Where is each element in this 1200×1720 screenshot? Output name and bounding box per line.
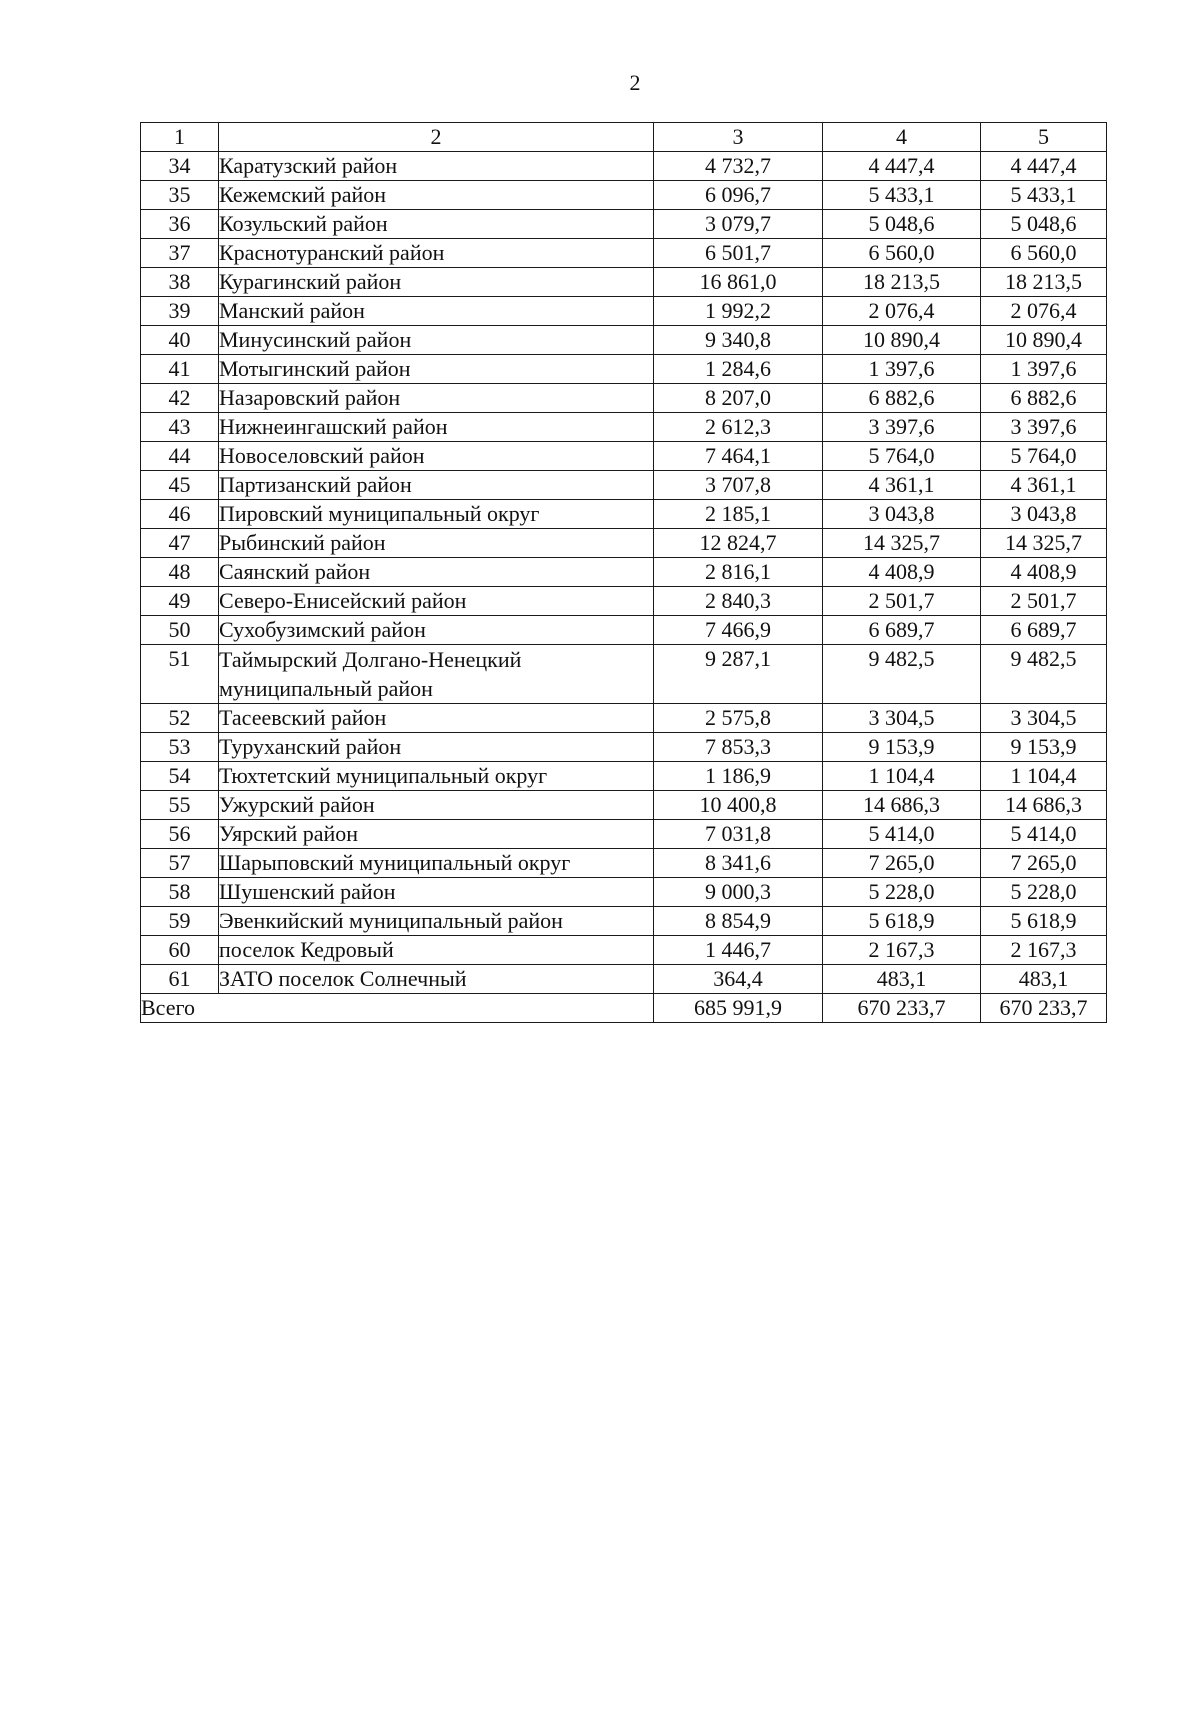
- value-col4-cell: 6 689,7: [823, 616, 981, 645]
- table-row: [141, 297, 1107, 326]
- value-col5-cell: 5 228,0: [981, 878, 1107, 907]
- row-number-cell: 35: [141, 181, 219, 210]
- value-col5-cell: 5 048,6: [981, 210, 1107, 239]
- municipality-name-cell: Курагинский район: [219, 268, 654, 297]
- row-number-cell: 52: [141, 704, 219, 733]
- municipality-name-cell: Тасеевский район: [219, 704, 654, 733]
- row-number-cell: 37: [141, 239, 219, 268]
- table-row: [141, 878, 1107, 907]
- municipality-name-cell: Нижнеингашский район: [219, 413, 654, 442]
- header-row: [141, 123, 1107, 152]
- row-number-cell: 48: [141, 558, 219, 587]
- row-number-cell: 56: [141, 820, 219, 849]
- value-col4-cell: 18 213,5: [823, 268, 981, 297]
- value-col5-cell: 4 447,4: [981, 152, 1107, 181]
- value-col5-cell: 9 482,5: [981, 645, 1107, 704]
- table-row: [141, 936, 1107, 965]
- total-row: [141, 994, 1107, 1023]
- municipality-name-cell: Минусинский район: [219, 326, 654, 355]
- value-col3-cell: 1 446,7: [654, 936, 823, 965]
- municipality-name-cell: Каратузский район: [219, 152, 654, 181]
- allocation-table: [140, 122, 1107, 1023]
- row-number-cell: 60: [141, 936, 219, 965]
- value-col4-cell: 3 304,5: [823, 704, 981, 733]
- value-col4-cell: 14 686,3: [823, 791, 981, 820]
- table-row: [141, 965, 1107, 994]
- page-number: 2: [629, 70, 641, 95]
- row-number-cell: 50: [141, 616, 219, 645]
- value-col3-cell: 3 707,8: [654, 471, 823, 500]
- value-col4-cell: 9 482,5: [823, 645, 981, 704]
- table-row: [141, 181, 1107, 210]
- value-col3-cell: 6 501,7: [654, 239, 823, 268]
- value-col5-cell: 4 408,9: [981, 558, 1107, 587]
- row-number-cell: 47: [141, 529, 219, 558]
- value-col5-cell: 3 397,6: [981, 413, 1107, 442]
- table-row: [141, 239, 1107, 268]
- value-col3-cell: 16 861,0: [654, 268, 823, 297]
- row-number-cell: 44: [141, 442, 219, 471]
- value-col4-cell: 9 153,9: [823, 733, 981, 762]
- value-col3-cell: 364,4: [654, 965, 823, 994]
- value-col3-cell: 7 464,1: [654, 442, 823, 471]
- row-number-cell: 43: [141, 413, 219, 442]
- value-col3-cell: 1 992,2: [654, 297, 823, 326]
- row-number-cell: 59: [141, 907, 219, 936]
- municipality-name-cell: Новоселовский район: [219, 442, 654, 471]
- value-col4-cell: 4 408,9: [823, 558, 981, 587]
- row-number-cell: 42: [141, 384, 219, 413]
- value-col3-cell: 8 854,9: [654, 907, 823, 936]
- row-number-cell: 34: [141, 152, 219, 181]
- value-col3-cell: 9 340,8: [654, 326, 823, 355]
- value-col3-cell: 7 031,8: [654, 820, 823, 849]
- value-col4-cell: 5 048,6: [823, 210, 981, 239]
- row-number-cell: 45: [141, 471, 219, 500]
- table-row: [141, 268, 1107, 297]
- value-col5-cell: 14 325,7: [981, 529, 1107, 558]
- value-col5-cell: 6 689,7: [981, 616, 1107, 645]
- value-col5-cell: 10 890,4: [981, 326, 1107, 355]
- table-row: [141, 413, 1107, 442]
- row-number-cell: 51: [141, 645, 219, 704]
- value-col5-cell: 483,1: [981, 965, 1107, 994]
- row-number-cell: 55: [141, 791, 219, 820]
- municipality-name-cell: поселок Кедровый: [219, 936, 654, 965]
- municipality-name-cell: Рыбинский район: [219, 529, 654, 558]
- value-col3-cell: 4 732,7: [654, 152, 823, 181]
- table-row: [141, 587, 1107, 616]
- value-col4-cell: 6 882,6: [823, 384, 981, 413]
- value-col5-cell: 3 043,8: [981, 500, 1107, 529]
- table-row: [141, 820, 1107, 849]
- table-row: [141, 558, 1107, 587]
- value-col3-cell: 9 287,1: [654, 645, 823, 704]
- value-col4-cell: 1 104,4: [823, 762, 981, 791]
- municipality-name-cell: Назаровский район: [219, 384, 654, 413]
- value-col4-cell: 4 447,4: [823, 152, 981, 181]
- municipality-name-cell: Тюхтетский муниципальный округ: [219, 762, 654, 791]
- table-row: [141, 529, 1107, 558]
- table-row: [141, 152, 1107, 181]
- municipality-name-cell: Кежемский район: [219, 181, 654, 210]
- value-col4-cell: 14 325,7: [823, 529, 981, 558]
- total-value-c5-cell: 670 233,7: [981, 994, 1107, 1023]
- municipality-name-cell: Саянский район: [219, 558, 654, 587]
- header-cell-1: 1: [141, 123, 219, 152]
- value-col5-cell: 5 433,1: [981, 181, 1107, 210]
- value-col4-cell: 2 167,3: [823, 936, 981, 965]
- row-number-cell: 38: [141, 268, 219, 297]
- total-value-c4-cell: 670 233,7: [823, 994, 981, 1023]
- municipality-name-cell: Туруханский район: [219, 733, 654, 762]
- municipality-name-cell: Краснотуранский район: [219, 239, 654, 268]
- table-row: [141, 326, 1107, 355]
- table-row: [141, 645, 1107, 704]
- row-number-cell: 61: [141, 965, 219, 994]
- value-col5-cell: 5 618,9: [981, 907, 1107, 936]
- value-col5-cell: 4 361,1: [981, 471, 1107, 500]
- value-col4-cell: 2 501,7: [823, 587, 981, 616]
- row-number-cell: 41: [141, 355, 219, 384]
- value-col4-cell: 5 228,0: [823, 878, 981, 907]
- value-col3-cell: 9 000,3: [654, 878, 823, 907]
- row-number-cell: 53: [141, 733, 219, 762]
- value-col3-cell: 2 575,8: [654, 704, 823, 733]
- value-col5-cell: 6 560,0: [981, 239, 1107, 268]
- municipality-name-cell: Козульский район: [219, 210, 654, 239]
- value-col5-cell: 9 153,9: [981, 733, 1107, 762]
- value-col4-cell: 3 043,8: [823, 500, 981, 529]
- value-col4-cell: 2 076,4: [823, 297, 981, 326]
- value-col5-cell: 1 397,6: [981, 355, 1107, 384]
- table-body: [141, 123, 1107, 1023]
- row-number-cell: 57: [141, 849, 219, 878]
- header-cell-3: 3: [654, 123, 823, 152]
- value-col3-cell: 8 207,0: [654, 384, 823, 413]
- value-col5-cell: 2 501,7: [981, 587, 1107, 616]
- value-col5-cell: 2 167,3: [981, 936, 1107, 965]
- row-number-cell: 40: [141, 326, 219, 355]
- value-col5-cell: 6 882,6: [981, 384, 1107, 413]
- value-col5-cell: 2 076,4: [981, 297, 1107, 326]
- value-col3-cell: 7 853,3: [654, 733, 823, 762]
- value-col3-cell: 8 341,6: [654, 849, 823, 878]
- value-col5-cell: 14 686,3: [981, 791, 1107, 820]
- row-number-cell: 39: [141, 297, 219, 326]
- value-col3-cell: 1 186,9: [654, 762, 823, 791]
- value-col4-cell: 3 397,6: [823, 413, 981, 442]
- row-number-cell: 58: [141, 878, 219, 907]
- municipality-name-cell: ЗАТО поселок Солнечный: [219, 965, 654, 994]
- value-col3-cell: 2 816,1: [654, 558, 823, 587]
- value-col4-cell: 5 414,0: [823, 820, 981, 849]
- value-col4-cell: 5 764,0: [823, 442, 981, 471]
- value-col4-cell: 6 560,0: [823, 239, 981, 268]
- value-col5-cell: 5 764,0: [981, 442, 1107, 471]
- table-row: [141, 849, 1107, 878]
- value-col5-cell: 1 104,4: [981, 762, 1107, 791]
- municipality-name-cell: Шушенский район: [219, 878, 654, 907]
- municipality-name-cell: Сухобузимский район: [219, 616, 654, 645]
- value-col3-cell: 1 284,6: [654, 355, 823, 384]
- table-row: [141, 762, 1107, 791]
- table-row: [141, 704, 1107, 733]
- municipality-name-cell: Партизанский район: [219, 471, 654, 500]
- municipality-name-cell: Пировский муниципальный округ: [219, 500, 654, 529]
- value-col4-cell: 483,1: [823, 965, 981, 994]
- total-label: Всего: [141, 994, 654, 1023]
- value-col5-cell: 3 304,5: [981, 704, 1107, 733]
- municipality-name-cell: Таймырский Долгано-Ненецкий муниципальный район: [219, 645, 654, 704]
- value-col3-cell: 7 466,9: [654, 616, 823, 645]
- header-cell-2: 2: [219, 123, 654, 152]
- row-number-cell: 36: [141, 210, 219, 239]
- value-col4-cell: 5 433,1: [823, 181, 981, 210]
- value-col5-cell: 5 414,0: [981, 820, 1107, 849]
- municipality-name-cell: Манский район: [219, 297, 654, 326]
- value-col4-cell: 7 265,0: [823, 849, 981, 878]
- municipality-name-cell: Ужурский район: [219, 791, 654, 820]
- value-col5-cell: 7 265,0: [981, 849, 1107, 878]
- value-col3-cell: 10 400,8: [654, 791, 823, 820]
- value-col3-cell: 2 612,3: [654, 413, 823, 442]
- value-col4-cell: 10 890,4: [823, 326, 981, 355]
- total-value-c3-cell: 685 991,9: [654, 994, 823, 1023]
- value-col3-cell: 3 079,7: [654, 210, 823, 239]
- row-number-cell: 49: [141, 587, 219, 616]
- municipality-name-cell: Эвенкийский муниципальный район: [219, 907, 654, 936]
- value-col3-cell: 2 185,1: [654, 500, 823, 529]
- value-col4-cell: 4 361,1: [823, 471, 981, 500]
- value-col4-cell: 1 397,6: [823, 355, 981, 384]
- value-col5-cell: 18 213,5: [981, 268, 1107, 297]
- row-number-cell: 54: [141, 762, 219, 791]
- municipality-name-cell: Шарыповский муниципальный округ: [219, 849, 654, 878]
- municipality-name-cell: Уярский район: [219, 820, 654, 849]
- row-number-cell: 46: [141, 500, 219, 529]
- table-row: [141, 355, 1107, 384]
- table-row: [141, 442, 1107, 471]
- value-col3-cell: 2 840,3: [654, 587, 823, 616]
- municipality-name-cell: Северо-Енисейский район: [219, 587, 654, 616]
- table-row: [141, 500, 1107, 529]
- value-col3-cell: 12 824,7: [654, 529, 823, 558]
- table-row: [141, 907, 1107, 936]
- value-col3-cell: 6 096,7: [654, 181, 823, 210]
- table-row: [141, 384, 1107, 413]
- table-row: [141, 733, 1107, 762]
- municipality-name-cell: Мотыгинский район: [219, 355, 654, 384]
- value-col4-cell: 5 618,9: [823, 907, 981, 936]
- table-row: [141, 471, 1107, 500]
- table-row: [141, 791, 1107, 820]
- table-row: [141, 616, 1107, 645]
- header-cell-5: 5: [981, 123, 1107, 152]
- table-row: [141, 210, 1107, 239]
- header-cell-4: 4: [823, 123, 981, 152]
